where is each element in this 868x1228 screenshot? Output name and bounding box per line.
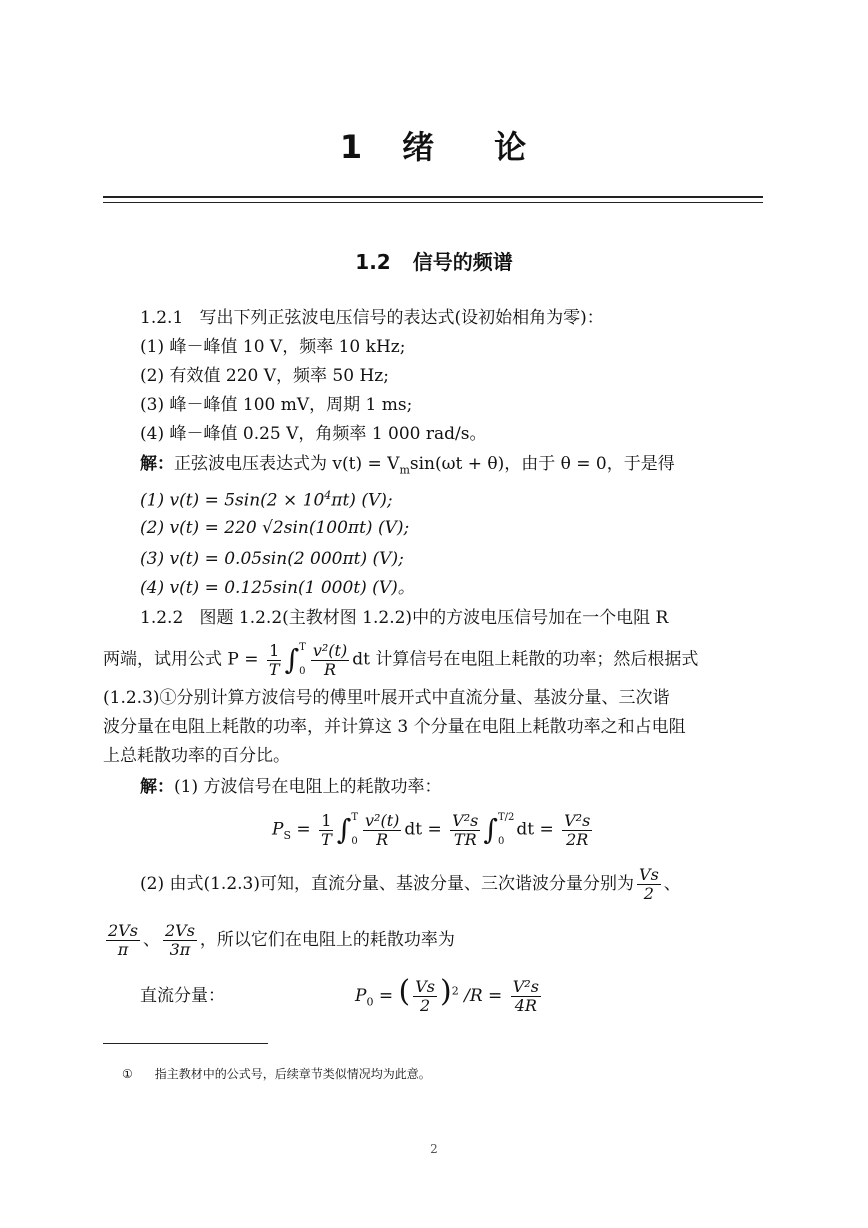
footnote (122, 1065, 431, 1082)
page-number: 2 (430, 1142, 438, 1156)
problem-item: (4) 峰－峰值 0.25 V，角频率 1 000 rad/s。 (140, 424, 487, 444)
chapter-heading (0, 122, 868, 168)
solution-label: 解： (140, 454, 174, 474)
solution-text: ，所以它们在电阻上的耗散功率为 (199, 930, 455, 950)
problem-text: 图题 1.2.2(主教材图 1.2.2)中的方波电压信号加在一个电阻 R (199, 608, 669, 628)
problem-text: 计算信号在电阻上耗散的功率；然后根据式 (375, 649, 699, 670)
fraction: $\frac{Vs}{2}$ (639, 865, 659, 903)
equation-p0: $P_0$ = ( $\frac{Vs}{2}$ )$^2$ /R = $\frac{\text{V²s}}{4R}$ (355, 974, 539, 1015)
answer-line: (4) v(t) = 0.125sin(1 000t) (V)。 (140, 578, 415, 598)
section-title: 信号的频谱 (412, 250, 513, 274)
chapter-rule-thin (103, 202, 763, 203)
solution-text: (1) 方波信号在电阻上的耗散功率： (174, 777, 442, 797)
answer-line: (2) v(t) = 220 √2sin(100πt) (V); (140, 518, 410, 538)
problem-122-line-3: (1.2.3)①分别计算方波信号的傅里叶展开式中直流分量、基波分量、三次谐 (103, 688, 670, 708)
solution-122-part-2: (2) 由式(1.2.3)可知，直流分量、基波分量、三次谐波分量分别为 $\frac{Vs}{2}$ 、 (140, 865, 681, 903)
problem-122-line-2 (103, 636, 698, 684)
problem-122-line-1 (140, 608, 668, 628)
solution-122-part-2-cont: $\frac{2Vs}{\pi}$ 、 $\frac{2Vs}{3\pi}$ ，所以它们在电阻上的耗散功率为 (108, 921, 455, 959)
problem-item: (1) 峰－峰值 10 V，频率 10 kHz; (140, 337, 406, 357)
answer-text-post: πt) (V); (331, 490, 393, 511)
chapter-title-char-1: 绪 (402, 128, 437, 166)
fraction: $\frac{2Vs}{\pi}$ (108, 921, 138, 959)
solution-text: (2) 由式(1.2.3)可知，直流分量、基波分量、三次谐波分量分别为 (140, 874, 635, 894)
solution-122-intro (140, 777, 441, 797)
fraction: $\frac{2Vs}{3\pi}$ (164, 921, 195, 959)
answer-line (140, 486, 393, 511)
problem-121-intro (140, 308, 604, 328)
integral-limits: T 0 (299, 642, 306, 677)
section-number: 1.2 (355, 250, 391, 274)
fraction: $\frac{\text{v²(t)}}{R}$ (312, 640, 348, 679)
footnote-rule (103, 1043, 268, 1044)
problem-item: (3) 峰－峰值 100 mV，周期 1 ms; (140, 395, 413, 415)
solution-label: 解： (140, 777, 174, 797)
footnote-text: 指主教材中的公式号，后续章节类似情况均为此意。 (154, 1067, 431, 1081)
solution-subscript: m (399, 463, 410, 477)
solution-text: 正弦波电压表达式为 v(t) = V (174, 454, 400, 474)
equation-ps: $P_S$ = $\frac{1}{T}$ ∫ T 0 $\frac{\text{v²(t)}}{R}$ dt = $\frac{\text{V²s}}{TR}$ ∫ T/2 0 dt = $\frac{\text{V²s}}{2R}$ (272, 810, 591, 849)
problem-122-line-4: 波分量在电阻上耗散的功率，并计算这 3 个分量在电阻上耗散功率之和占电阻 (103, 717, 686, 737)
problem-number: 1.2.2 (140, 608, 184, 628)
footnote-mark: ① (122, 1067, 133, 1081)
integral-sign: ∫ (284, 643, 300, 676)
problem-122-line-5: 上总耗散功率的百分比。 (103, 746, 290, 766)
answer-line: (3) v(t) = 0.05sin(2 000πt) (V); (140, 549, 404, 569)
problem-item: (2) 有效值 220 V，频率 50 Hz; (140, 366, 389, 386)
answer-text: (1) v(t) = 5sin(2 × 10 (140, 490, 325, 511)
section-heading (0, 246, 868, 275)
solution-121-intro (140, 454, 675, 480)
answer-sup: 4 (324, 489, 332, 502)
chapter-rule-thick (103, 196, 763, 198)
solution-text-2: sin(ωt + θ)，由于 θ = 0，于是得 (409, 454, 675, 474)
dt: dt (352, 649, 370, 670)
problem-text: 两端，试用公式 P = (103, 649, 259, 670)
fraction: $\frac{1}{T}$ (268, 640, 280, 679)
problem-number: 1.2.1 (140, 308, 184, 328)
dc-component-label: 直流分量： (140, 986, 225, 1006)
chapter-title-char-2: 论 (494, 128, 529, 166)
chapter-number: 1 (339, 128, 365, 166)
problem-text: 写出下列正弦波电压信号的表达式(设初始相角为零)： (199, 308, 604, 328)
